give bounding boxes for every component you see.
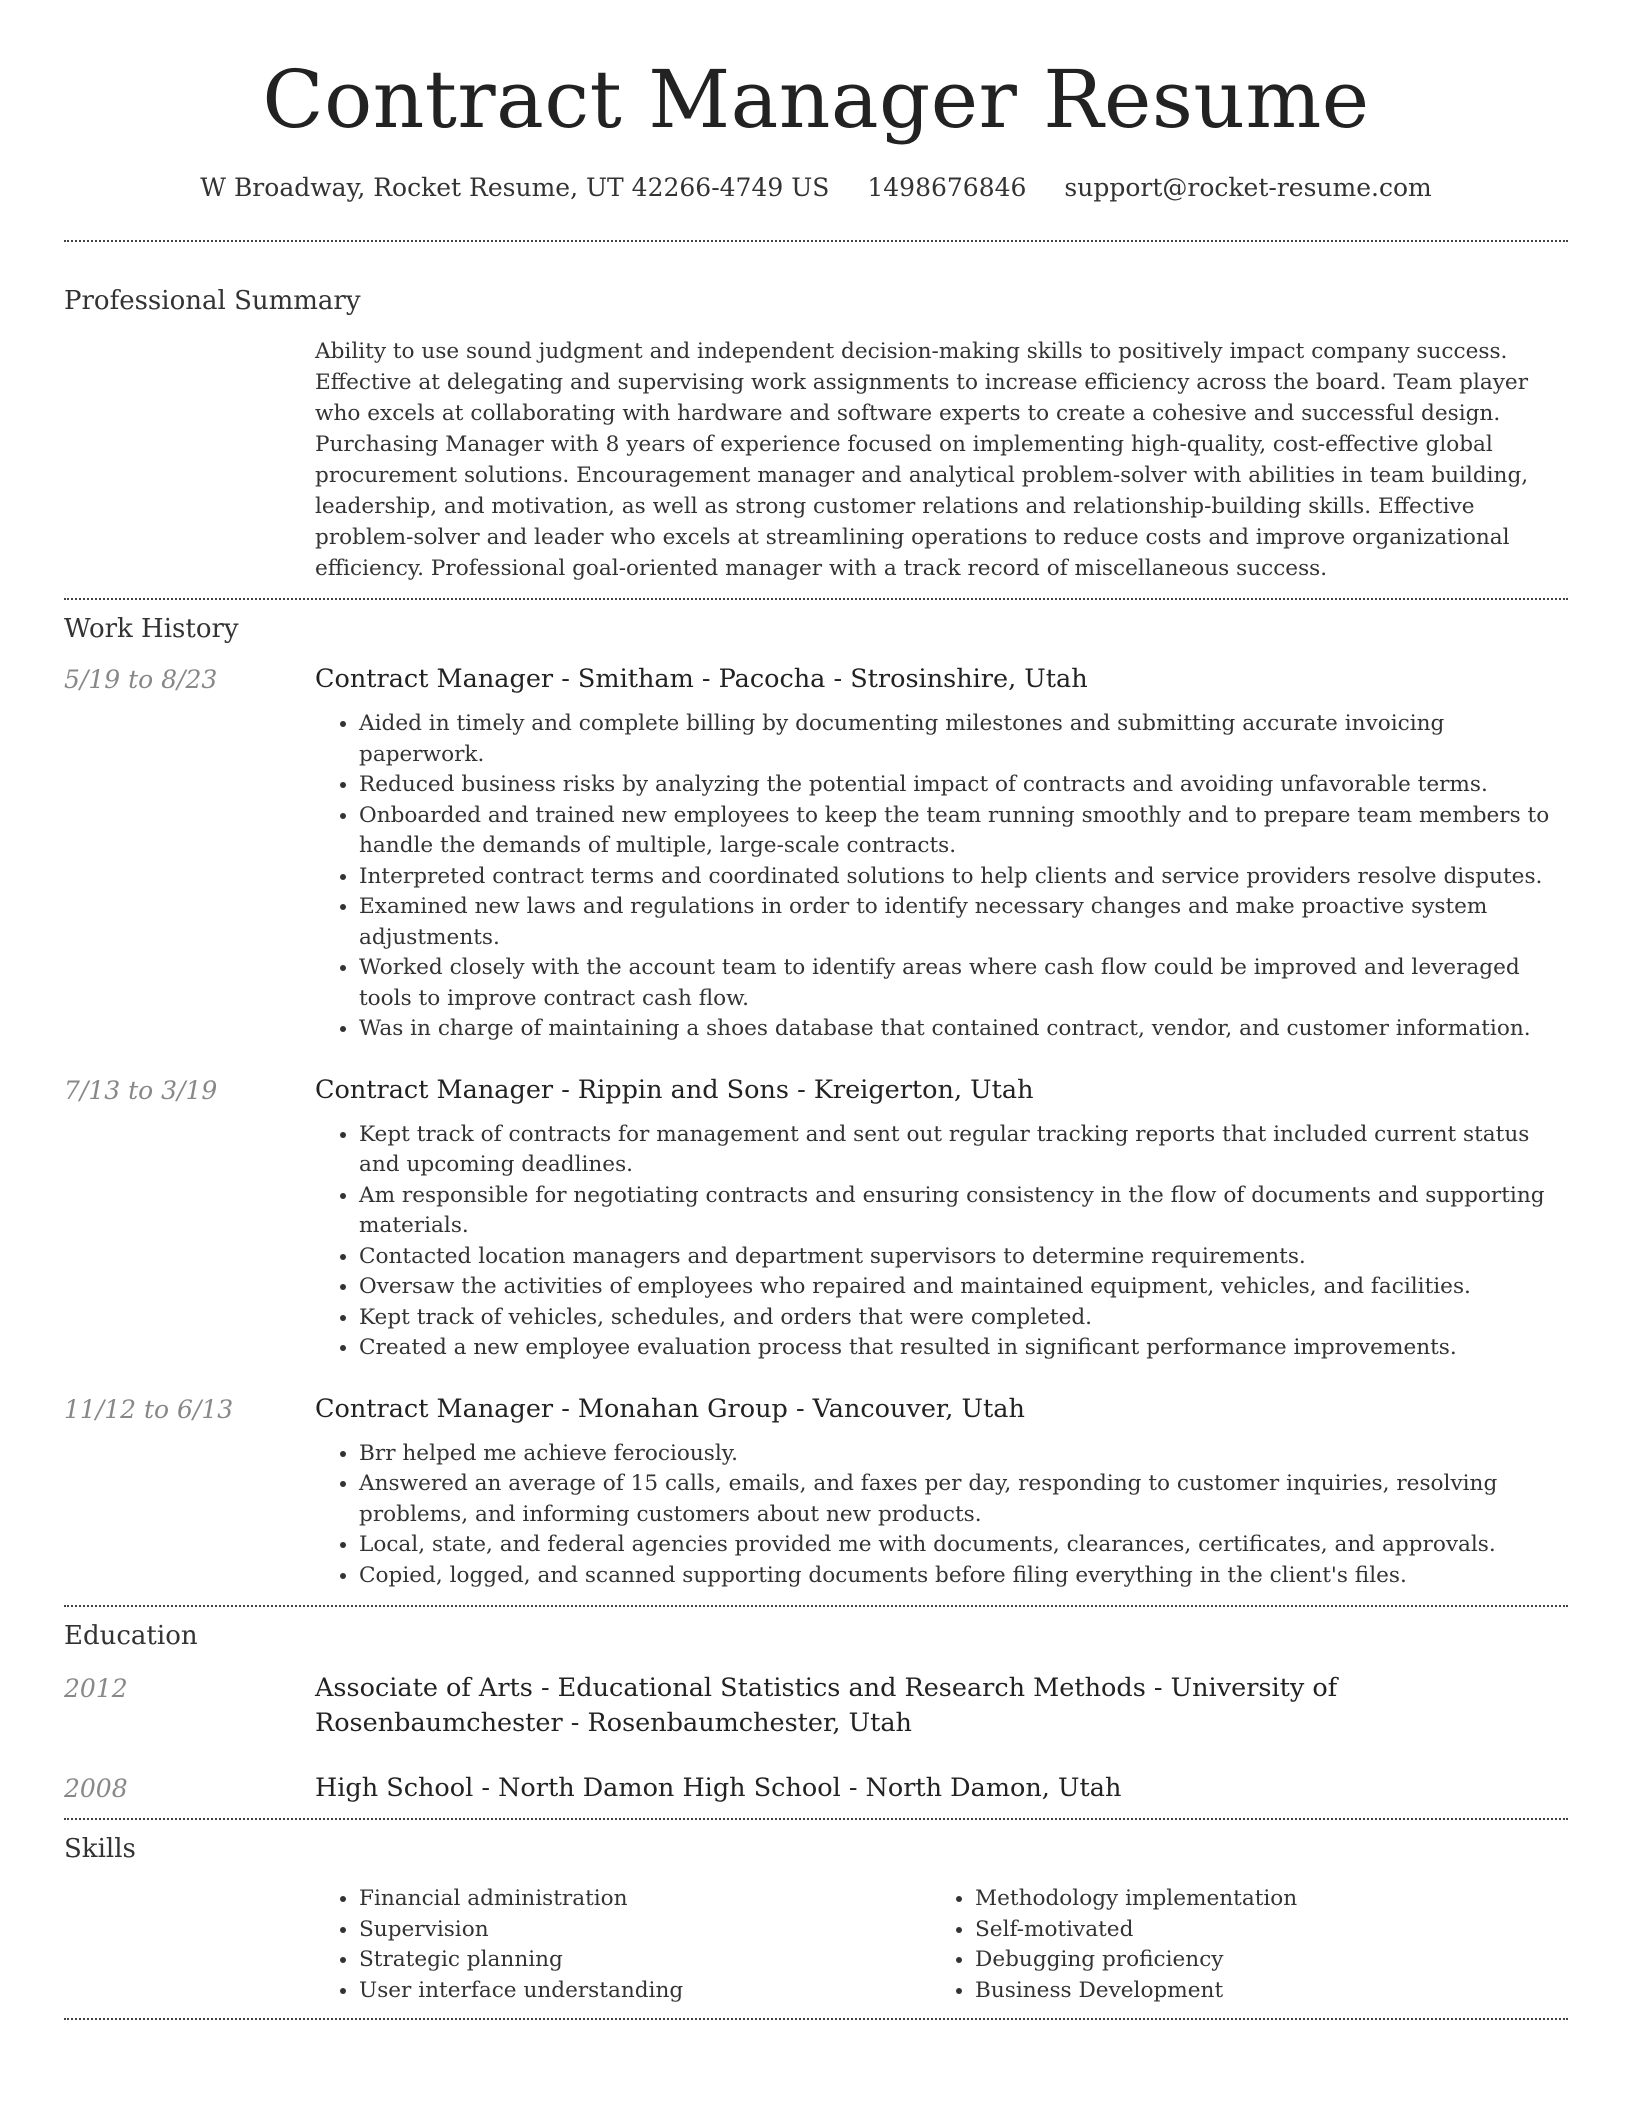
job-title: Contract Manager - Smitham - Pacocha - Strosinshire, Utah bbox=[315, 664, 1088, 694]
education-details bbox=[315, 1671, 1568, 1741]
skill-item: • Business Development bbox=[975, 1976, 1547, 2007]
list-item: • Created a new employee evaluation process that resulted in significant performance improvements. bbox=[359, 1333, 1568, 1364]
skills-list bbox=[931, 1884, 1547, 2006]
list-item: • Worked closely with the account team to identify areas where cash flow could be improved and leveraged tools to improve contract cash flow. bbox=[359, 953, 1568, 1014]
contact-email: support@rocket-resume.com bbox=[1064, 173, 1432, 202]
skill-item: • Financial administration bbox=[359, 1884, 931, 1915]
job-entry bbox=[64, 1073, 1568, 1364]
list-item: • Onboarded and trained new employees to keep the team running smoothly and to prepare team members to handle the demands of multiple, large-scale contracts. bbox=[359, 801, 1568, 862]
skills-section bbox=[64, 1832, 1568, 2006]
list-item: • Examined new laws and regulations in order to identify necessary changes and make proactive system adjustments. bbox=[359, 892, 1568, 953]
resume-title: Contract Manager Resume bbox=[262, 53, 1370, 146]
list-item: • Copied, logged, and scanned supporting documents before filing everything in the client's files. bbox=[359, 1561, 1568, 1592]
skills-grid bbox=[315, 1884, 1568, 2006]
work-history-section bbox=[64, 612, 1568, 1591]
skill-item: • Self-motivated bbox=[975, 1915, 1547, 1946]
list-item: • Answered an average of 15 calls, emails, and faxes per day, responding to customer inquiries, resolving problems, and informing customers about new products. bbox=[359, 1469, 1568, 1530]
summary-text: Ability to use sound judgment and independent decision-making skills to positively impact company success. Effective at delegating and supervising work assignments to increase efficiency across the board. Team player who excels at collaborating with hardware and software experts to create a cohesive and successful design. Purchasing Manager with 8 years of experience focused on implementing high-quality, cost-effective global procurement solutions. Encouragement manager and analytical problem-solver with abilities in team building, leadership, and motivation, as well as strong customer relations and relationship-building skills. Effective problem-solver and leader who excels at streamlining operations to reduce costs and improve organizational efficiency. Professional goal-oriented manager with a track record of miscellaneous success. bbox=[315, 339, 1529, 581]
list-item: • Was in charge of maintaining a shoes database that contained contract, vendor, and customer information. bbox=[359, 1014, 1568, 1045]
education-details bbox=[315, 1771, 1568, 1806]
divider bbox=[64, 2018, 1568, 2020]
job-title: Contract Manager - Rippin and Sons - Kreigerton, Utah bbox=[315, 1074, 1034, 1105]
list-item: • Brr helped me achieve ferociously. bbox=[359, 1439, 1568, 1470]
skill-item: • Methodology implementation bbox=[975, 1884, 1547, 1915]
skills-list bbox=[315, 1884, 931, 2006]
job-entry bbox=[64, 662, 1568, 1045]
job-dates: 11/12 to 6/13 bbox=[64, 1394, 234, 1424]
education-entry bbox=[64, 1771, 1568, 1806]
list-item: • Contacted location managers and department supervisors to determine requirements. bbox=[359, 1242, 1568, 1273]
divider bbox=[64, 240, 1568, 242]
contact-address: W Broadway, Rocket Resume, UT 42266-4749 US bbox=[200, 173, 830, 202]
divider bbox=[64, 1818, 1568, 1820]
education-year: 2012 bbox=[64, 1674, 128, 1703]
section-title-skills: Skills bbox=[64, 1834, 136, 1864]
job-title: Contract Manager - Monahan Group - Vancouver, Utah bbox=[315, 1393, 1025, 1424]
divider bbox=[64, 598, 1568, 600]
job-dates: 5/19 to 8/23 bbox=[64, 665, 218, 694]
education-year: 2008 bbox=[64, 1774, 128, 1803]
skills-column-right bbox=[931, 1884, 1547, 2006]
job-bullets bbox=[315, 1120, 1568, 1364]
contact-line bbox=[64, 170, 1568, 206]
job-details bbox=[315, 1392, 1568, 1592]
section-title-work: Work History bbox=[64, 614, 239, 644]
skill-item: • User interface understanding bbox=[359, 1976, 931, 2007]
list-item: • Am responsible for negotiating contracts and ensuring consistency in the flow of documents and supporting materials. bbox=[359, 1181, 1568, 1242]
skill-item: • Debugging proficiency bbox=[975, 1945, 1547, 1976]
list-item: • Kept track of contracts for management and sent out regular tracking reports that included current status and upcoming deadlines. bbox=[359, 1120, 1568, 1181]
job-details bbox=[315, 1073, 1568, 1364]
contact-phone: 1498676846 bbox=[867, 173, 1027, 202]
job-bullets bbox=[315, 709, 1568, 1045]
list-item: • Reduced business risks by analyzing the potential impact of contracts and avoiding unfavorable terms. bbox=[359, 770, 1568, 801]
list-item: • Kept track of vehicles, schedules, and orders that were completed. bbox=[359, 1303, 1568, 1334]
education-entry bbox=[64, 1671, 1568, 1741]
list-item: • Interpreted contract terms and coordinated solutions to help clients and service providers resolve disputes. bbox=[359, 862, 1568, 893]
job-dates: 7/13 to 3/19 bbox=[64, 1075, 218, 1105]
education-title: Associate of Arts - Educational Statistics and Research Methods - University of Rosenbaumchester - Rosenbaumchester, Utah bbox=[315, 1673, 1338, 1738]
divider bbox=[64, 1605, 1568, 1607]
skills-column-left bbox=[315, 1884, 931, 2006]
education-title: High School - North Damon High School - North Damon, Utah bbox=[315, 1773, 1122, 1803]
job-details bbox=[315, 662, 1568, 1045]
section-title-summary: Professional Summary bbox=[64, 286, 361, 316]
job-entry bbox=[64, 1392, 1568, 1592]
list-item: • Aided in timely and complete billing by documenting milestones and submitting accurate invoicing paperwork. bbox=[359, 709, 1568, 770]
skill-item: • Supervision bbox=[359, 1915, 931, 1946]
list-item: • Local, state, and federal agencies provided me with documents, clearances, certificates, and approvals. bbox=[359, 1530, 1568, 1561]
skill-item: • Strategic planning bbox=[359, 1945, 931, 1976]
education-section bbox=[64, 1619, 1568, 1806]
summary-section bbox=[64, 284, 1568, 584]
list-item: • Oversaw the activities of employees who repaired and maintained equipment, vehicles, and facilities. bbox=[359, 1272, 1568, 1303]
section-title-education: Education bbox=[64, 1621, 198, 1651]
job-bullets bbox=[315, 1439, 1568, 1592]
